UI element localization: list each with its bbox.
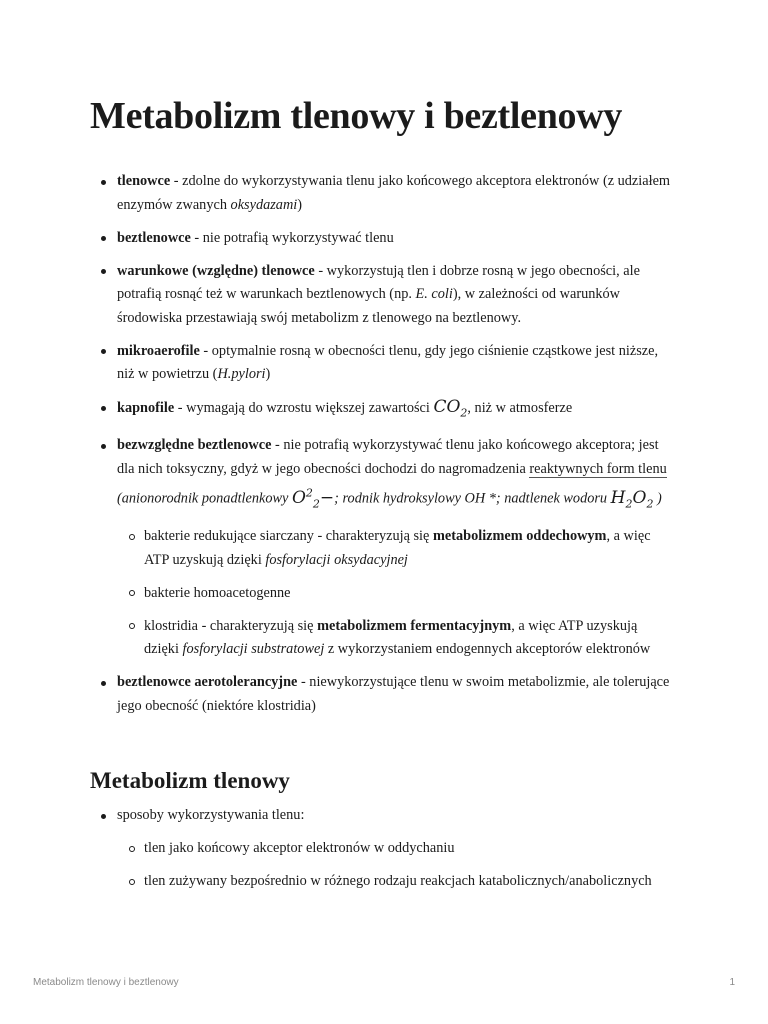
definition-text: optymalnie rosną w obecności tlenu, gdy jego ciśnienie cząstkowe jest niższe, niż w powietrzu ( (117, 342, 659, 382)
math-subscript: 2 (312, 497, 320, 511)
definition-text: wykorzystują tlen i dobrze rosną w jego obecności, ale potrafią rosnąć też w warunkach beztlenowych (np. (117, 262, 640, 302)
list-item-text: sposoby wykorzystywania tlenu: (117, 807, 305, 823)
math-base: CO (433, 397, 461, 417)
sub-item-text: bakterie homoacetogenne (144, 584, 291, 601)
term: warunkowe (względne) tlenowce (117, 262, 315, 279)
definition-text: wymagają do wzrostu większej zawartości (186, 400, 434, 416)
math-subscript: 2 (625, 497, 633, 511)
definitions-list (117, 170, 673, 728)
definition-tail: ) (297, 196, 303, 213)
section-heading: Metabolizm tlenowy (90, 768, 290, 793)
reactive-oxygen-link[interactable]: reaktywnych form tlenu (529, 460, 667, 477)
italic-text: (anionorodnik ponadtlenkowy (117, 491, 292, 508)
term: mikroaerofile (117, 342, 200, 359)
math-formula (291, 486, 335, 511)
list-item (117, 227, 673, 251)
separator: - (271, 437, 284, 454)
bold-term: metabolizmem fermentacyjnym (317, 617, 512, 634)
sub-list-item (144, 525, 673, 572)
sub-item-text: bakterie redukujące siarczany - charakteryzują się (144, 528, 433, 545)
term: kapnofile (117, 400, 175, 416)
term: beztlenowce (117, 229, 191, 246)
italic-term: E. coli (415, 286, 453, 302)
term: beztlenowce aerotolerancyjne (117, 674, 298, 691)
math-formula (433, 397, 468, 420)
separator: - (297, 674, 310, 691)
separator: - (314, 262, 327, 279)
section-list (117, 804, 673, 903)
list-item (117, 260, 673, 331)
list-item (117, 804, 673, 894)
separator: - (174, 400, 187, 416)
bold-term: metabolizmem oddechowym (432, 528, 607, 545)
math-base: O (632, 488, 647, 509)
sub-list-item (144, 615, 673, 662)
sub-list (117, 837, 673, 894)
sub-list-item (144, 582, 673, 606)
sub-list-item (144, 837, 673, 861)
separator: - (199, 342, 212, 359)
term: bezwzględne beztlenowce (117, 437, 272, 454)
separator: - (170, 173, 183, 189)
sub-item-text: , a więc ATP uzyskują dzięki (144, 617, 638, 658)
math-base: H (610, 488, 626, 509)
italic-term: oksydazami (230, 196, 298, 213)
definition-tail: ), w zależności od warunków środowiska przestawiają swój metabolizm z tlenowego na beztlenowy. (117, 286, 620, 326)
definition-text: niewykorzystujące tlenu w swoim metabolizmie, ale tolerujące jego obecność (niektóre klostridia) (117, 674, 670, 714)
italic-term: fosforylacji substratowej (182, 641, 325, 658)
sub-item-text: tlen jako końcowy akceptor elektronów w oddychaniu (144, 840, 455, 856)
page-number: 1 (729, 977, 735, 988)
math-subscript: 2 (460, 406, 468, 420)
list-item (117, 396, 673, 425)
definition-text: nie potrafią wykorzystywać tlenu jako końcowego akceptora; jest dla nich toksyczny, gdyż w jego obecności dochodzi do nagromadzenia (117, 437, 659, 477)
math-tail: − (319, 488, 335, 509)
definition-tail: , niż w atmosferze (467, 400, 573, 416)
separator: - (190, 229, 203, 246)
italic-text: ; rodnik hydroksylowy OH *; nadtlenek wodoru (334, 491, 611, 508)
italic-term: fosforylacji oksydacyjnej (265, 551, 408, 568)
sub-list-item (144, 870, 673, 894)
sub-item-text: tlen zużywany bezpośrednio w różnego rodzaju reakcjach katabolicznych/anabolicznych (144, 873, 652, 889)
footer-title: Metabolizm tlenowy i beztlenowy (33, 977, 179, 988)
list-item (117, 170, 673, 217)
list-item (117, 434, 673, 662)
list-item (117, 340, 673, 387)
math-formula (610, 488, 654, 511)
definition-tail: ) (265, 366, 271, 382)
page-title: Metabolizm tlenowy i beztlenowy (90, 95, 623, 137)
math-subscript: 2 (646, 497, 654, 511)
math-superscript: 2 (305, 486, 313, 500)
sub-item-tail: z wykorzystaniem endogennych akceptorów elektronów (324, 641, 651, 658)
sub-item-text: , a więc ATP uzyskują dzięki (144, 528, 651, 568)
italic-term: H.pylori (217, 366, 266, 382)
definition-text: zdolne do wykorzystywania tlenu jako końcowego akceptora elektronów (z udziałem enzymów zwanych (117, 173, 671, 213)
definition-text: nie potrafią wykorzystywać tlenu (202, 229, 394, 246)
term: tlenowce (117, 173, 171, 189)
sub-item-text: klostridia - charakteryzują się (144, 617, 318, 634)
math-base: O (291, 488, 306, 509)
sub-list (117, 525, 673, 662)
list-item (117, 671, 673, 718)
italic-text: ) (653, 491, 662, 508)
